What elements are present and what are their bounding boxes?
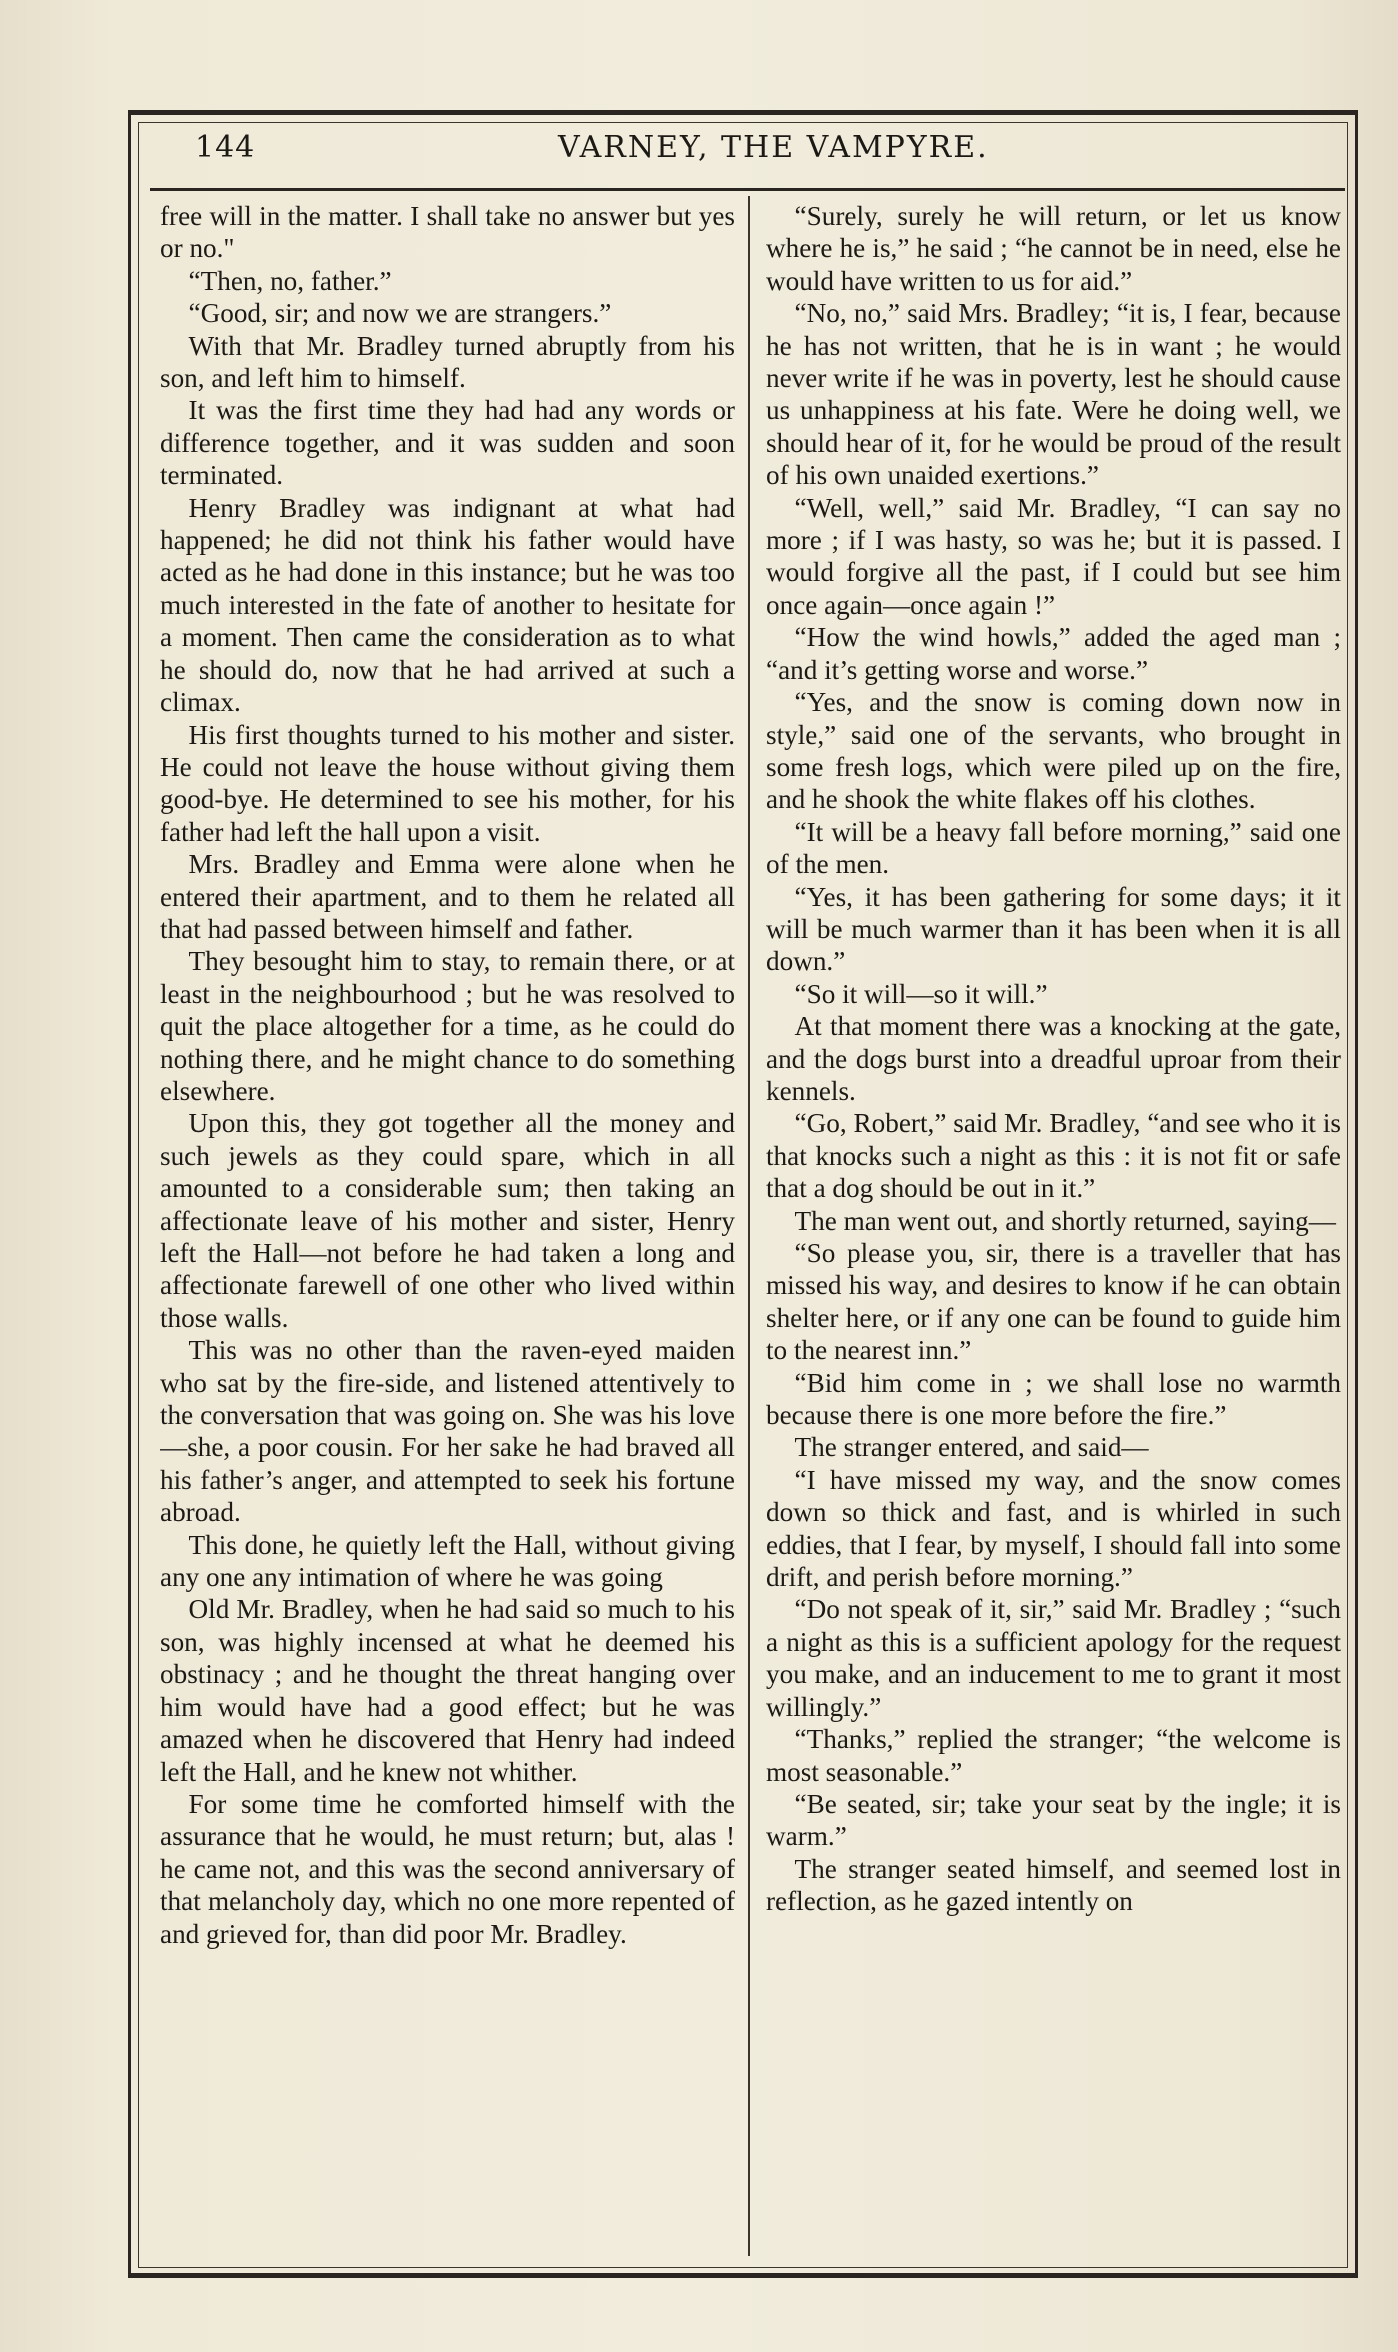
paragraph: “Yes, it has been gathering for some days; it it will be much warmer than it has been when it is all down.” bbox=[766, 881, 1341, 977]
paragraph: The man went out, and shortly returned, saying— bbox=[794, 1205, 1336, 1236]
paragraph: “Yes, and the snow is coming down now in style,” said one of the servants, who brought in some fresh logs, which were piled up on the fire, and he shook the white flakes off his clothes. bbox=[766, 687, 1341, 815]
left-column bbox=[160, 200, 735, 2250]
paragraph: Mrs. Bradley and Emma were alone when he entered their apartment, and to them he related all that had passed between himself and father. bbox=[160, 849, 735, 944]
paragraph: “Be seated, sir; take your seat by the ingle; it is warm.” bbox=[766, 1788, 1341, 1852]
header-rule bbox=[150, 188, 1345, 191]
paragraph: Upon this, they got together all the money and such jewels as they could spare, which in all amounted to a considerable sum; then taking an affectionate leave of his mother and sister, Henry left the Hall—not before he had taken a long and affectionate farewell of one other who lived within those walls. bbox=[160, 1108, 735, 1333]
paragraph: This was no other than the raven-eyed maiden who sat by the fire-side, and listened attentively to the conversation that was going on. She was his love—she, a poor cousin. For her sake he had braved all his father’s anger, and attempted to seek his fortune abroad. bbox=[160, 1335, 735, 1528]
paragraph: “How the wind howls,” added the aged man ; “and it’s getting worse and worse.” bbox=[766, 622, 1341, 685]
running-title: VARNEY, THE VAMPYRE. bbox=[558, 130, 989, 165]
paragraph: “No, no,” said Mrs. Bradley; “it is, I fear, because he has not written, that he is in want ; he would never write if he was in poverty, lest he should cause us unhappiness at his fate. Were he doing well, we should hear of it, for he would be proud of the result of his own unaided exertions.” bbox=[766, 298, 1341, 491]
paragraph: “It will be a heavy fall before morning,” said one of the men. bbox=[766, 816, 1341, 880]
paragraph: free will in the matter. I shall take no answer but yes or no." bbox=[160, 201, 735, 264]
paragraph: At that moment there was a knocking at the gate, and the dogs burst into a dreadful uproar from their kennels. bbox=[766, 1011, 1341, 1106]
paragraph: “Well, well,” said Mr. Bradley, “I can say no more ; if I was hasty, so was he; but it is passed. I would forgive all the past, if I could but see him once again—once again !” bbox=[766, 492, 1341, 620]
paragraph: His first thoughts turned to his mother and sister. He could not leave the house without giving them good-bye. He determined to see his mother, for his father had left the hall upon a visit. bbox=[160, 719, 735, 847]
paragraph: For some time he comforted himself with the assurance that he would, he must return; but, alas ! he came not, and this was the second anniversary of that melancholy day, which no one more repented of and grieved for, than did poor Mr. Bradley. bbox=[160, 1788, 735, 1949]
paragraph: “Go, Robert,” said Mr. Bradley, “and see who it is that knocks such a night as this : it is not fit or safe that a dog should be out in it.” bbox=[766, 1108, 1341, 1204]
paragraph: The stranger seated himself, and seemed lost in reflection, as he gazed intently on bbox=[766, 1853, 1341, 1917]
paragraph: The stranger entered, and said— bbox=[794, 1432, 1149, 1463]
right-column bbox=[766, 200, 1341, 2250]
paragraph: “Then, no, father.” bbox=[188, 265, 392, 296]
page-header bbox=[150, 124, 1345, 188]
page-number: 144 bbox=[195, 130, 256, 165]
paragraph: “Surely, surely he will return, or let us know where he is,” he said ; “he cannot be in need, else he would have written to us for aid.” bbox=[766, 201, 1341, 296]
paragraph: This done, he quietly left the Hall, without giving any one any intimation of where he was going bbox=[160, 1529, 735, 1593]
paragraph: “So please you, sir, there is a traveller that has missed his way, and desires to know if he can obtain shelter here, or if any one can be found to guide him to the nearest inn.” bbox=[766, 1238, 1341, 1366]
paragraph: “Thanks,” replied the stranger; “the welcome is most seasonable.” bbox=[766, 1724, 1341, 1787]
paragraph: “Good, sir; and now we are strangers.” bbox=[188, 298, 612, 329]
paragraph: “Bid him come in ; we shall lose no warmth because there is one more before the fire.” bbox=[766, 1367, 1341, 1431]
paragraph: Old Mr. Bradley, when he had said so much to his son, was highly incensed at what he deemed his obstinacy ; and he thought the threat hanging over him would have had a good effect; but he was amazed when he discovered that Henry had indeed left the Hall, and he knew not whither. bbox=[160, 1594, 735, 1787]
paragraph: “So it will—so it will.” bbox=[794, 978, 1048, 1009]
paragraph: They besought him to stay, to remain there, or at least in the neighbourhood ; but he was resolved to quit the place altogether for a time, as he could do nothing there, and he might chance to do something elsewhere. bbox=[160, 946, 735, 1106]
column-divider bbox=[748, 196, 750, 2256]
paragraph: “Do not speak of it, sir,” said Mr. Bradley ; “such a night as this is a sufficient apology for the request you make, and an inducement to me to grant it most willingly.” bbox=[766, 1594, 1341, 1722]
paragraph: “I have missed my way, and the snow comes down so thick and fast, and is whirled in such eddies, that I fear, by myself, I should fall into some drift, and perish before morning.” bbox=[766, 1464, 1341, 1593]
paragraph: Henry Bradley was indignant at what had happened; he did not think his father would have acted as he had done in this instance; but he was too much interested in the fate of another to hesitate for a moment. Then came the consideration as to what he should do, now that he had arrived at such a climax. bbox=[160, 492, 735, 718]
paragraph: With that Mr. Bradley turned abruptly from his son, and left him to himself. bbox=[160, 330, 735, 394]
paragraph: It was the first time they had had any words or difference together, and it was sudden and soon terminated. bbox=[160, 395, 735, 491]
